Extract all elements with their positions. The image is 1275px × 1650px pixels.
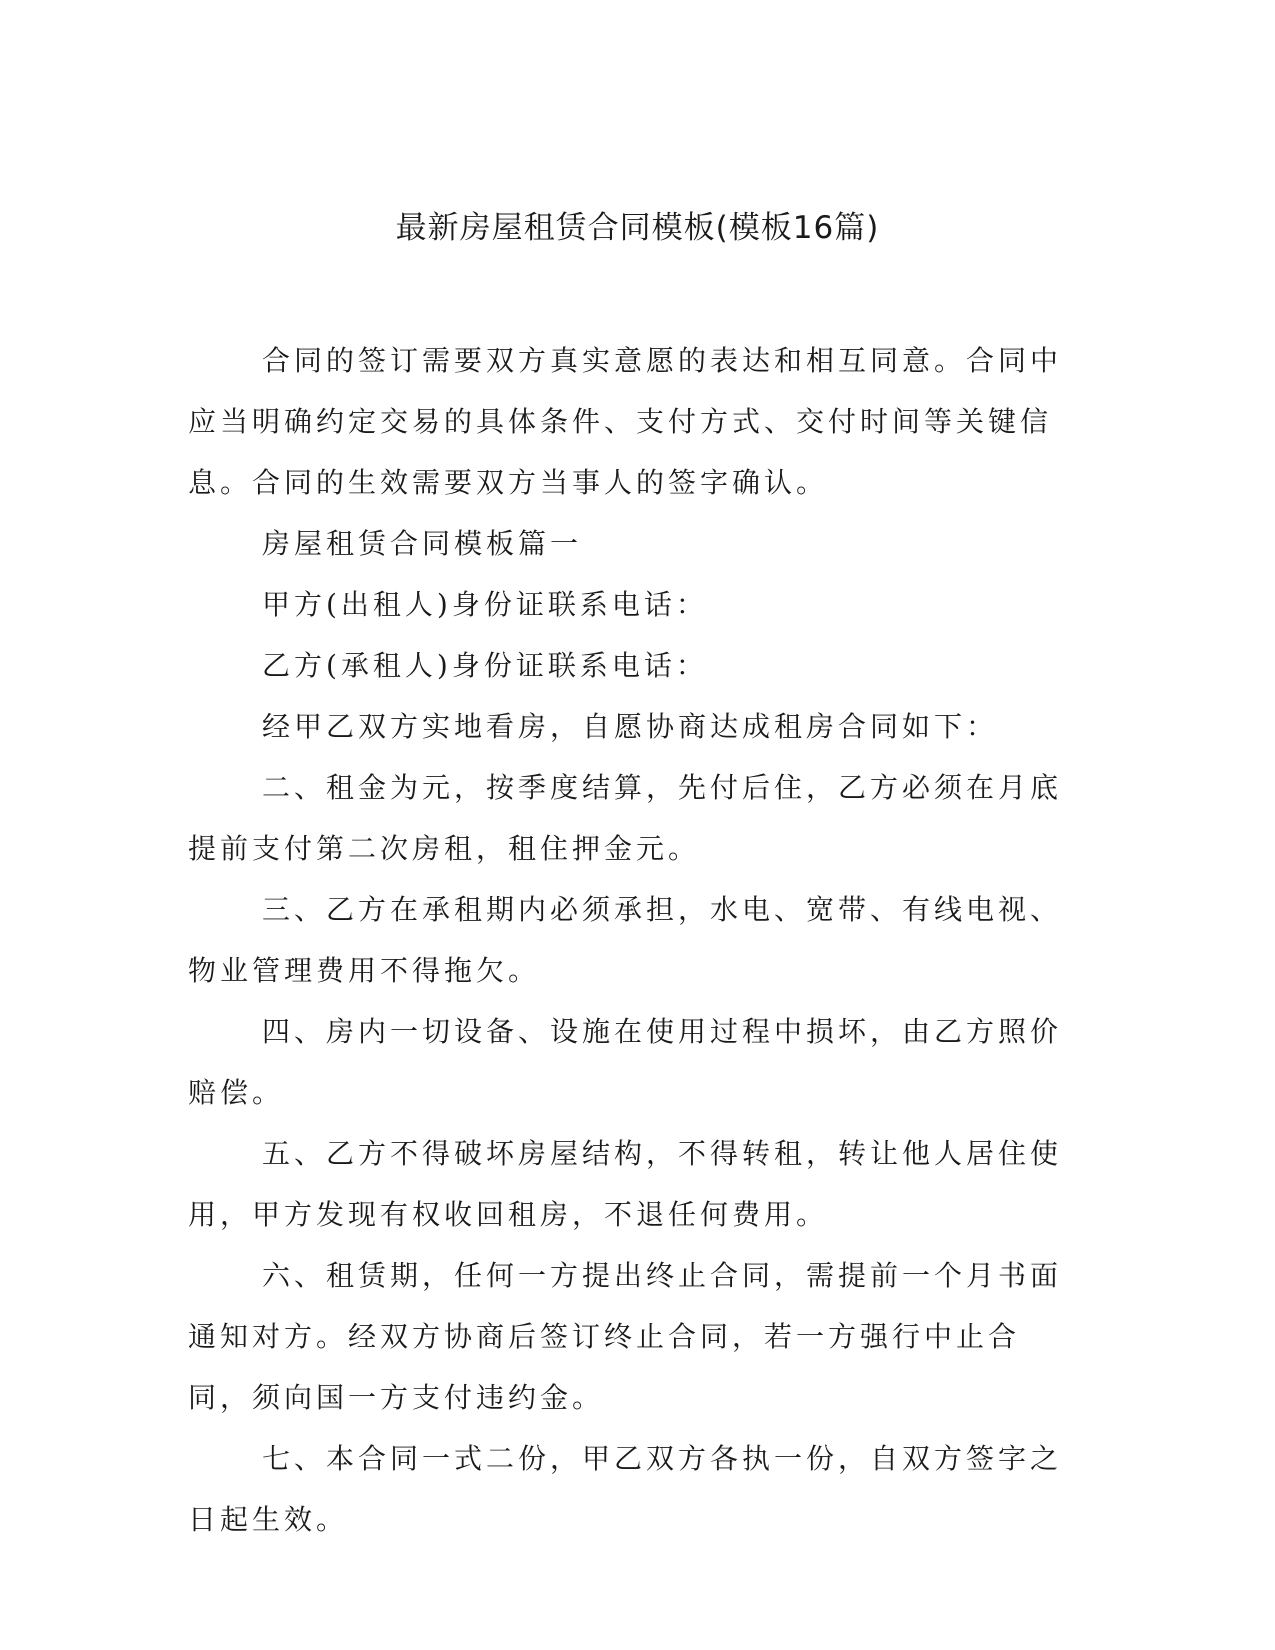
- paragraph-clause-7: 七、本合同一式二份，甲乙双方各执一份，自双方签字之日起生效。: [188, 1442, 1063, 1536]
- document-title: 最新房屋租赁合同模板(模板16篇): [395, 210, 880, 246]
- document-body: [188, 330, 1068, 1550]
- paragraph-party-b: 乙方(承租人)身份证联系电话：: [262, 649, 708, 682]
- paragraph-section-heading: 房屋租赁合同模板篇一: [262, 527, 583, 560]
- paragraph-clause-3: 三、乙方在承租期内必须承担，水电、宽带、有线电视、物业管理费用不得拖欠。: [188, 893, 1063, 987]
- paragraph-party-a: 甲方(出租人)身份证联系电话：: [262, 588, 708, 621]
- paragraph-clause-6: 六、租赁期，任何一方提出终止合同，需提前一个月书面通知对方。经双方协商后签订终止合同，若一方强行中止合同，须向国一方支付违约金。: [188, 1259, 1063, 1414]
- paragraph-clause-5: 五、乙方不得破坏房屋结构，不得转租，转让他人居住使用，甲方发现有权收回租房，不退任何费用。: [188, 1137, 1063, 1231]
- paragraph-clause-2: 二、租金为元，按季度结算，先付后住，乙方必须在月底提前支付第二次房租，租住押金元。: [188, 771, 1063, 865]
- paragraph-agreement-intro: 经甲乙双方实地看房，自愿协商达成租房合同如下：: [262, 710, 999, 743]
- paragraph-intro: 合同的签订需要双方真实意愿的表达和相互同意。合同中应当明确约定交易的具体条件、支付方式、交付时间等关键信息。合同的生效需要双方当事人的签字确认。: [188, 344, 1063, 499]
- paragraph-clause-4: 四、房内一切设备、设施在使用过程中损坏，由乙方照价赔偿。: [188, 1015, 1063, 1109]
